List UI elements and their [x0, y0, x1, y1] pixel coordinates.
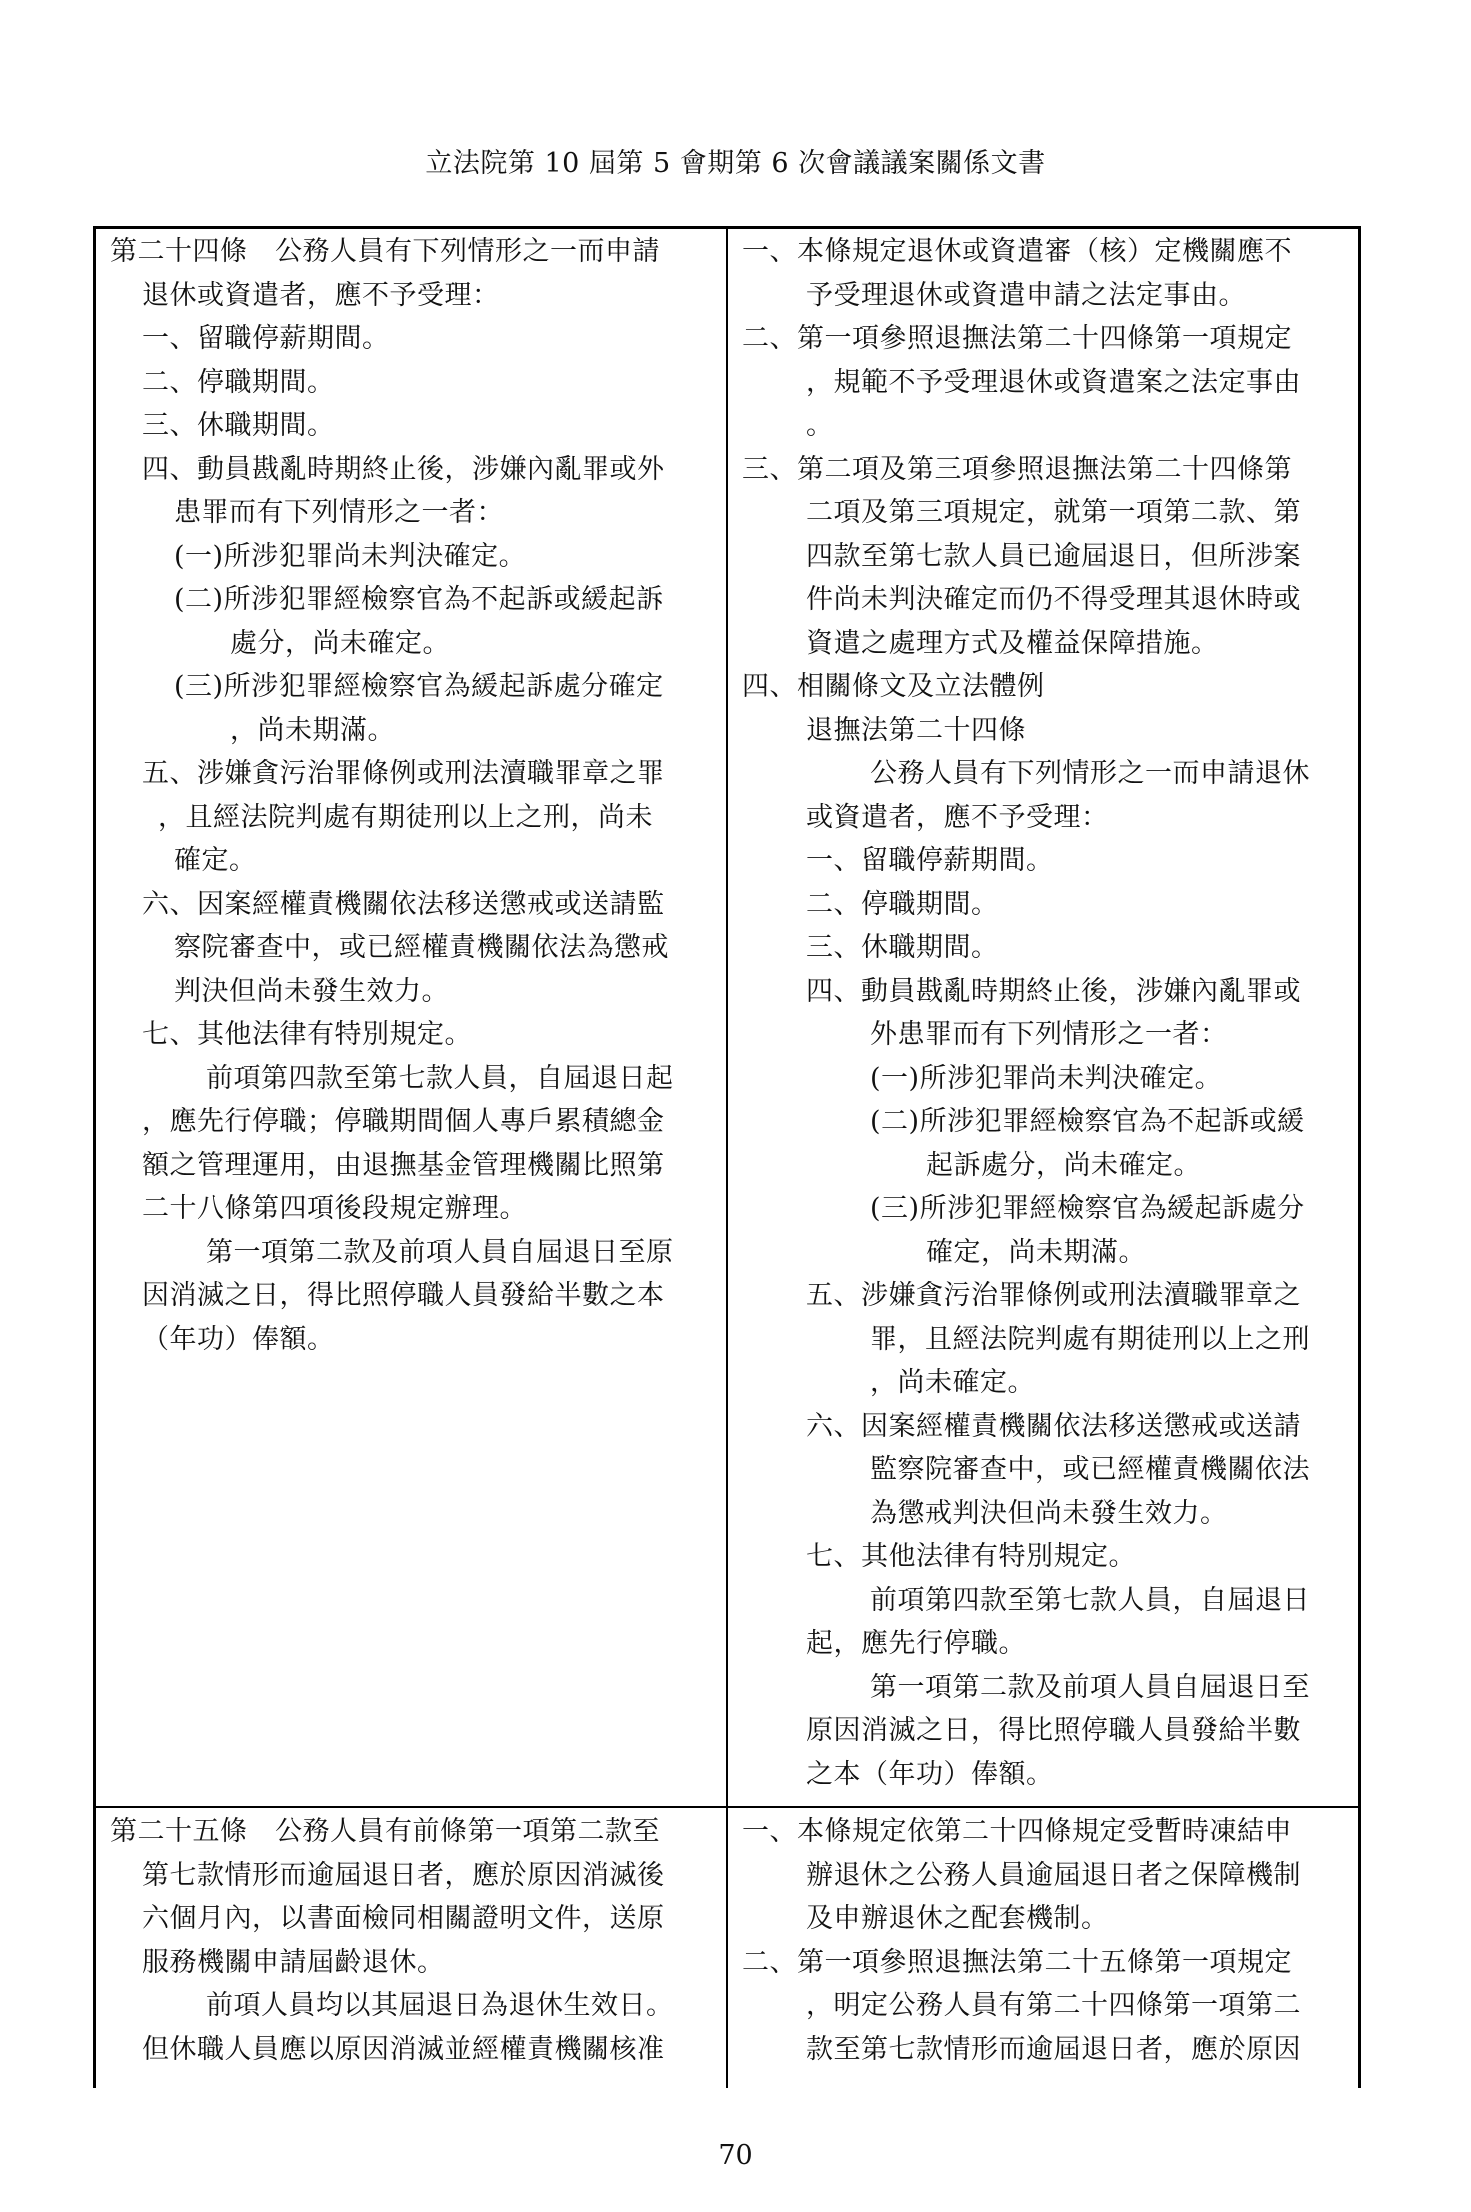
text-line: 二十八條第四項後段規定辦理。: [142, 1193, 527, 1224]
text-line: 二、第一項參照退撫法第二十四條第一項規定: [742, 323, 1292, 354]
text-line: 為懲戒判決但尚未發生效力。: [870, 1497, 1228, 1529]
text-line: (三)所涉犯罪經檢察官為緩起訴處分: [870, 1193, 1305, 1224]
text-line: 及申辦退休之配套機制。: [806, 1903, 1109, 1934]
text-line: ，尚未確定。: [870, 1367, 1035, 1398]
text-line: 二項及第三項規定，就第一項第二款、第: [806, 497, 1301, 528]
page-number: 70: [718, 2140, 753, 2171]
text-line: 因消滅之日，得比照停職人員發給半數之本: [142, 1280, 665, 1311]
text-line: 辦退休之公務人員逾屆退日者之保障機制: [806, 1859, 1301, 1891]
text-line: (二)所涉犯罪經檢察官為不起訴或緩: [870, 1106, 1305, 1137]
text-line: 四、動員戡亂時期終止後，涉嫌內亂罪或: [806, 975, 1301, 1007]
text-line: 退休或資遣者，應不予受理：: [142, 279, 500, 311]
text-line: 公務人員有下列情形之一而申請退休: [870, 758, 1310, 789]
text-line: 四、相關條文及立法體例: [742, 671, 1045, 702]
text-line: 第一項第二款及前項人員自屆退日至原: [206, 1236, 674, 1268]
text-line: 二、第一項參照退撫法第二十五條第一項規定: [742, 1946, 1292, 1978]
table-row-divider: [93, 1806, 1361, 1808]
text-line: 前項第四款至第七款人員，自屆退日起: [206, 1062, 674, 1094]
text-line: 起訴處分，尚未確定。: [926, 1149, 1201, 1181]
text-line: 七、其他法律有特別規定。: [142, 1019, 472, 1050]
text-line: 資遣之處理方式及權益保障措施。: [806, 627, 1219, 659]
text-line: 起，應先行停職。: [806, 1628, 1026, 1659]
table-column-divider: [726, 226, 728, 2088]
row-2-article-text: [98, 1810, 722, 2071]
text-line: 確定，尚未期滿。: [926, 1236, 1146, 1268]
text-line: 第二十五條 公務人員有前條第一項第二款至: [110, 1816, 660, 1847]
text-line: 察院審查中，或已經權責機關依法為懲戒: [174, 932, 669, 963]
text-line: 原因消滅之日，得比照停職人員發給半數: [806, 1715, 1301, 1746]
text-line: 但休職人員應以原因消滅並經權責機關核准: [142, 2033, 665, 2065]
text-line: 確定。: [174, 845, 257, 876]
text-line: 判決但尚未發生效力。: [174, 975, 449, 1007]
text-line: 或資遣者，應不予受理：: [806, 801, 1109, 833]
text-line: 四、動員戡亂時期終止後，涉嫌內亂罪或外: [142, 453, 665, 485]
text-line: 三、休職期間。: [806, 932, 999, 963]
row-2-explanation-text: [730, 1810, 1356, 2071]
text-line: (三)所涉犯罪經檢察官為緩起訴處分確定: [174, 671, 664, 702]
text-line: 服務機關申請屆齡退休。: [142, 1946, 445, 1978]
text-line: 六、因案經權責機關依法移送懲戒或送請: [806, 1410, 1301, 1442]
text-line: 六、因案經權責機關依法移送懲戒或送請監: [142, 888, 665, 920]
row-1-article-text: [98, 230, 722, 1361]
text-line: ，尚未期滿。: [230, 714, 395, 746]
text-line: 患罪而有下列情形之一者：: [174, 497, 504, 528]
text-line: 第二十四條 公務人員有下列情形之一而申請: [110, 236, 660, 267]
text-line: 三、第二項及第三項參照退撫法第二十四條第: [742, 453, 1292, 485]
text-line: 一、本條規定依第二十四條規定受暫時凍結申: [742, 1816, 1292, 1847]
text-line: 。: [806, 410, 834, 441]
text-line: 七、其他法律有特別規定。: [806, 1541, 1136, 1572]
text-line: 退撫法第二十四條: [806, 714, 1026, 746]
text-line: ，且經法院判處有期徒刑以上之刑，尚未: [158, 801, 653, 833]
text-line: ，規範不予受理退休或資遣案之法定事由: [806, 366, 1301, 398]
text-line: 處分，尚未確定。: [230, 627, 450, 659]
text-line: 額之管理運用，由退撫基金管理機關比照第: [142, 1149, 665, 1181]
text-line: 一、留職停薪期間。: [142, 323, 390, 354]
row-1-explanation-text: [730, 230, 1356, 1796]
document-header: 立法院第 10 屆第 5 會期第 6 次會議議案關係文書: [425, 148, 1046, 179]
text-line: 五、涉嫌貪污治罪條例或刑法瀆職罪章之: [806, 1280, 1301, 1311]
text-line: 二、停職期間。: [142, 366, 335, 398]
text-line: 一、留職停薪期間。: [806, 845, 1054, 876]
text-line: 六個月內，以書面檢同相關證明文件，送原: [142, 1903, 665, 1934]
text-line: 罪，且經法院判處有期徒刑以上之刑: [870, 1323, 1310, 1355]
text-line: 四款至第七款人員已逾屆退日，但所涉案: [806, 540, 1301, 572]
text-line: （年功）俸額。: [142, 1323, 335, 1355]
text-line: (一)所涉犯罪尚未判決確定。: [174, 540, 527, 572]
text-line: 第一項第二款及前項人員自屆退日至: [870, 1671, 1310, 1703]
text-line: (二)所涉犯罪經檢察官為不起訴或緩起訴: [174, 584, 664, 615]
text-line: 前項人員均以其屆退日為退休生效日。: [206, 1990, 674, 2021]
text-line: 之本（年功）俸額。: [806, 1758, 1054, 1790]
text-line: 外患罪而有下列情形之一者：: [870, 1019, 1228, 1050]
text-line: ，明定公務人員有第二十四條第一項第二: [806, 1990, 1301, 2021]
text-line: 第七款情形而逾屆退日者，應於原因消滅後: [142, 1859, 665, 1891]
text-line: 前項第四款至第七款人員，自屆退日: [870, 1584, 1310, 1616]
text-line: (一)所涉犯罪尚未判決確定。: [870, 1062, 1223, 1094]
text-line: 監察院審查中，或已經權責機關依法: [870, 1454, 1310, 1485]
text-line: 二、停職期間。: [806, 888, 999, 920]
text-line: 一、本條規定退休或資遣審（核）定機關應不: [742, 236, 1292, 267]
text-line: 予受理退休或資遣申請之法定事由。: [806, 279, 1246, 311]
text-line: ，應先行停職；停職期間個人專戶累積總金: [142, 1106, 665, 1137]
text-line: 五、涉嫌貪污治罪條例或刑法瀆職罪章之罪: [142, 758, 665, 789]
text-line: 款至第七款情形而逾屆退日者，應於原因: [806, 2033, 1301, 2065]
text-line: 三、休職期間。: [142, 410, 335, 441]
text-line: 件尚未判決確定而仍不得受理其退休時或: [806, 584, 1301, 615]
